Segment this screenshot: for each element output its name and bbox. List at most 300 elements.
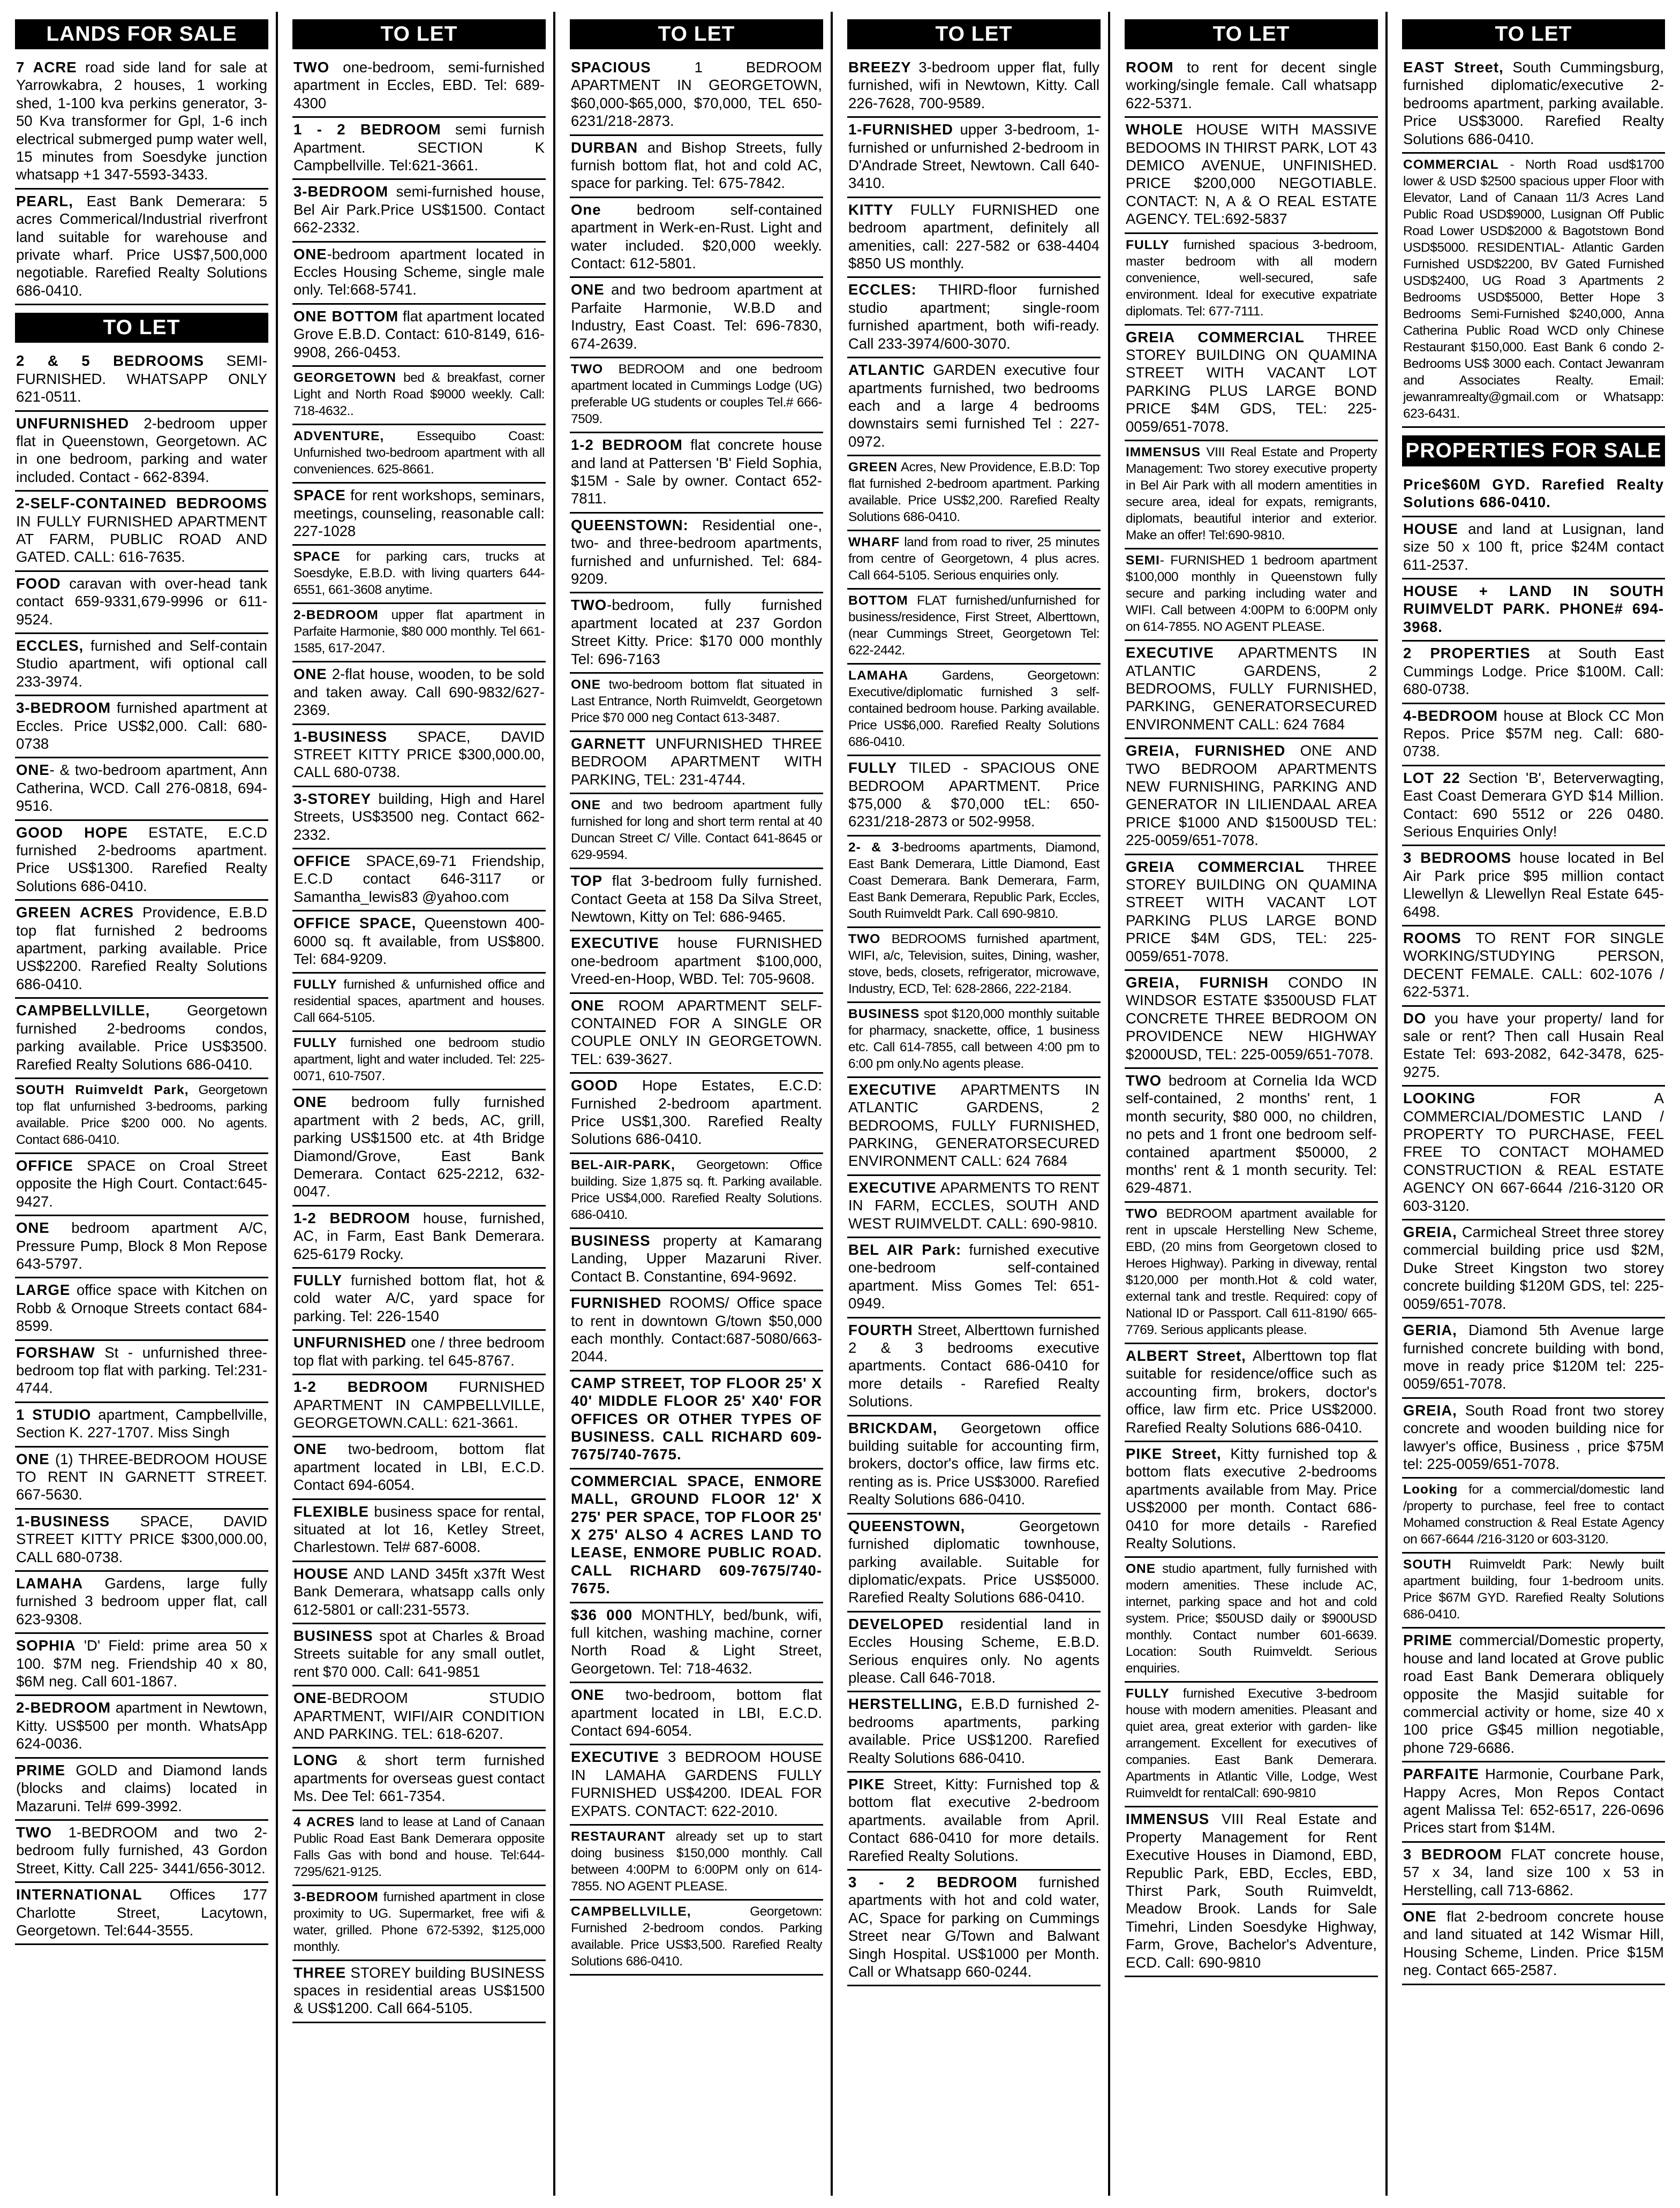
ad-keyword: 1 - 2 BEDROOM (293, 121, 441, 138)
ad-keyword: ONE (293, 1094, 327, 1111)
ad-text: 1 BEDROOM APARTMENT IN GEORGETOWN, $60,000-$65,000, $70,000, TEL 650-6231/218-2873. (571, 59, 822, 130)
classified-ad (570, 358, 823, 433)
classified-ad (292, 1269, 546, 1331)
ad-keyword: 4 ACRES (293, 1814, 355, 1829)
ad-text: already set up to start doing business $150,000 monthly. Call between 4:00PM to 6:00PM only on 614-7855. NO AGENT PLEASE. (571, 1829, 822, 1894)
classified-ad (15, 1403, 268, 1448)
ad-text: bedroom self-contained apartment in Werk-en-Rust. Light and water included. $20,000 weekly. Contact: 612-5801. (571, 201, 822, 272)
ad-keyword: TWO (848, 931, 881, 946)
ad-text: ROOMS/ Office space to rent in downtown G/town $50,000 each monthly. Contact:687-5080/663-2044. (571, 1294, 822, 1365)
ad-text: 3 BEDROOM HOUSE IN LAMAHA GARDENS FULLY FURNISHED US$4200. IDEAL FOR EXPATS. CONTACT: 622-2010. (571, 1749, 822, 1819)
section-header: LANDS FOR SALE (15, 19, 268, 49)
ad-keyword: Looking (1403, 1482, 1458, 1497)
classified-ad (570, 1745, 823, 1826)
ad-keyword: 2 PROPERTIES (1403, 645, 1531, 662)
ad-text: spot $120,000 monthly suitable for pharmacy, snackette, office, 1 business etc. Call 614-7855, call between 4:00 pm to 6:00 pm only.No agents please. (848, 1006, 1099, 1071)
ad-keyword: 7 ACRE (16, 59, 77, 76)
classified-ad (1125, 1203, 1378, 1344)
ad-text: house, furnished, AC, in Farm, East Bank Demerara. 625-6179 Rocky. (293, 1209, 545, 1262)
classified-ad (847, 1416, 1101, 1514)
classified-ad (15, 349, 268, 411)
ad-text: and Bishop Streets, fully furnish bottom flat, hot and cold AC, space for parking. Tel: 675-7842. (571, 139, 822, 192)
ad-text: 2-flat house, wooden, to be sold and taken away. Call 690-9832/627-2369. (293, 666, 545, 719)
ad-keyword: ONE (571, 997, 605, 1014)
ad-text: upper flat apartment in Parfaite Harmonie, $80 000 monthly. Tel 661-1585, 617-2047. (293, 608, 545, 656)
ad-text: you have your property/ land for sale or rent? Then call Husain Real Estate Tel: 693-2082, 642-3478, 625-9275. (1403, 1009, 1664, 1080)
ad-text: one-bedroom, semi-furnished apartment in Eccles, EBD. Tel: 689-4300 (293, 59, 545, 111)
section-header: TO LET (1402, 19, 1665, 49)
ad-keyword: PARFAITE (1403, 1766, 1479, 1783)
ad-keyword: SPACE (293, 549, 341, 564)
ad-text: Hope Estates, E.C.D: Furnished 2-bedroom apartment. Price US$1,300. Rarefied Realty Solutions 686-0410. (571, 1077, 822, 1148)
ad-text: business space for rental, situated at lot 16, Ketley Street, Charlestown. Tel# 687-6008. (293, 1503, 545, 1556)
classified-ad (292, 604, 546, 662)
ad-text: ROOM APARTMENT SELF-CONTAINED FOR A SINGLE OR COUPLE ONLY IN GEORGETOWN. TEL: 639-3627. (571, 997, 822, 1067)
ad-keyword: FULLY (848, 759, 898, 777)
ad-keyword: 1-FURNISHED (848, 121, 953, 138)
ad-text: Georgetown furnished 2-bedrooms condos, parking available. Price US$3500. Rarefied Realty Solutions 686-0410. (16, 1002, 267, 1073)
column-3 (570, 12, 833, 2196)
classified-ad (292, 180, 546, 242)
ad-text: Street, Kitty: Furnished top & bottom flat executive 2-bedroom apartments. available from April. Contact 686-0410 for more details. Rarefied Realty Solutions. (848, 1775, 1099, 1864)
classified-ad (1125, 326, 1378, 441)
classified-ad (292, 1562, 546, 1624)
classified-ad (292, 367, 546, 425)
classified-ad (570, 1154, 823, 1229)
classified-ad (15, 758, 268, 820)
classified-ad (1402, 926, 1665, 1007)
ad-text: 3-bedroom upper flat, fully furnished, wifi in Newtown, Kitty. Call 226-7628, 700-9589. (848, 59, 1099, 111)
ad-keyword: ONE (571, 798, 601, 813)
ad-text: property at Kamarang Landing, Upper Mazaruni River. Contact B. Constantine, 694-9692. (571, 1232, 822, 1285)
classified-ad (1125, 855, 1378, 971)
ad-keyword: PEARL, (16, 192, 73, 209)
ad-text: - FURNISHED 1 bedroom apartment $100,000 monthly in Queenstown fully secure and parking including water and WIFI. Call between 4:00PM to 6:00PM only on 614-7855. NO AGENT PLEASE. (1126, 553, 1377, 635)
classified-ad (570, 136, 823, 198)
classified-ad (292, 484, 546, 546)
ad-keyword: IMMENSUS (1126, 445, 1201, 460)
ad-text: furnished apartment in close proximity to UG. Supermarket, free wifi & water, grilled. Phone 672-5392, $125,000 monthly. (293, 1889, 545, 1954)
ad-text: AND LAND 345ft x37ft West Bank Demerara, whatsapp calls only 612-5801 or call:231-5573. (293, 1565, 545, 1618)
ad-text: -bedrooms apartments, Diamond, East Bank Demerara, Little Diamond, East Coast Demerara. Bank Demerara, Farm, East Bank Demerara, Republic Park, Eccles, South Ruimveldt Park. Call 690-9810. (848, 840, 1099, 921)
ad-keyword: COMMERCIAL SPACE, ENMORE MALL, GROUND FLOOR 12' X 275' PER SPACE, TOP FLOOR 25' X 275' ALSO 4 ACRES LAND TO LEASE, ENMORE PUBLIC ROAD. CALL RICHARD 609-7675/740-7675. (571, 1472, 822, 1597)
classified-ad (1125, 56, 1378, 118)
ad-text: bedroom at Cornelia Ida WCD self-contained, 2 months' rent, 1 month security, $80 000, no children, no pets and 1 front one bedroom self-contained apartment $50000, 2 months' rent & 1 month security. Tel: 629-4871. (1126, 1072, 1377, 1196)
ad-text: FULLY FURNISHED one bedroom apartment, definitely all amenities, call: 227-582 or 638-4404 $850 US monthly. (848, 201, 1099, 272)
classified-ad (847, 1612, 1101, 1693)
section-header: PROPERTIES FOR SALE (1402, 435, 1665, 466)
ad-keyword: 2-BEDROOM (16, 1699, 111, 1716)
classified-ad (570, 1826, 823, 1901)
classified-ad (847, 1238, 1101, 1318)
ad-text: building, High and Harel Streets, US$3500 neg. Contact 662-2332. (293, 790, 545, 843)
ad-text: semi-furnished house, Bel Air Park.Price US$1500. Contact 662-2332. (293, 183, 545, 236)
classified-ad (570, 1683, 823, 1745)
classified-ad (292, 546, 546, 604)
classified-ad (847, 665, 1101, 756)
ad-keyword: EXECUTIVE (571, 935, 659, 952)
ad-text: APARMENTS TO RENT IN FARM, ECCLES, SOUTH AND WEST RUIMVELDT. CALL: 690-9810. (848, 1179, 1099, 1232)
classified-ad (292, 1686, 546, 1749)
ad-text: St - unfurnished three-bedroom top flat with parking. Tel:231-4744. (16, 1344, 267, 1397)
ad-keyword: Price$60M GYD. Rarefied Realty Solutions 686-0410. (1403, 476, 1664, 511)
ad-text: one / three bedroom top flat with parking. tel 645-8767. (293, 1334, 545, 1369)
ad-text: SPACE, DAVID STREET KITTY PRICE $300,000.00, CALL 680-0738. (293, 728, 545, 781)
classified-ad (1402, 1220, 1665, 1318)
classified-ad (570, 514, 823, 594)
ad-keyword: BUSINESS (571, 1232, 651, 1249)
ad-text: VIII Real Estate and Property Management for Rent Executive Houses in Diamond, EBD, Republic Park, EBD, Eccles, EBD, Thirst Park, South Ruimveldt, Meadow Brook. Lands for Sale Timehri, Linden Soesdyke Highway, Farm, Grove, Bachelor's Adventure, ECD. Call: 690-9810 (1126, 1811, 1377, 1971)
ad-text: furnished apartments with hot and cold water, AC, Space for parking on Cummings Street near G/Town and Balwant Singh Hospital. US$1000 per Month. Call or Whatsapp 660-0244. (848, 1874, 1099, 1980)
ad-keyword: KITTY (848, 201, 894, 218)
classified-ad (292, 425, 546, 484)
ad-text: THIRD-floor furnished studio apartment; single-room furnished apartment, both wifi-ready. Call 233-3974/600-3070. (848, 281, 1099, 352)
ad-keyword: LONG (293, 1752, 338, 1769)
classified-ad (292, 1961, 546, 2023)
ad-keyword: EXECUTIVE (848, 1179, 937, 1196)
classified-ad (1402, 1905, 1665, 1985)
ad-keyword: LOT 22 (1403, 769, 1460, 786)
ad-text: -BEDROOM STUDIO APARTMENT, WIFI/AIR CONDITION AND PARKING. TEL: 618-6207. (293, 1690, 545, 1742)
classified-ad (1402, 1843, 1665, 1905)
ad-keyword: GREIA, FURNISH (1126, 974, 1269, 991)
ad-keyword: ONE (1126, 1562, 1156, 1577)
classified-ad (1402, 704, 1665, 766)
classified-ad (570, 1074, 823, 1154)
ad-text: flat 3-bedroom fully furnished. Contact Geeta at 158 Da Silva Street, Newtown, Kitty on Tel: 686-9465. (571, 872, 822, 925)
ad-text: furnished apartment at Eccles. Price US$2,000. Call: 680-0738 (16, 699, 267, 752)
ad-keyword: CAMP STREET, TOP FLOOR 25' X 40' MIDDLE FLOOR 25' X40' FOR OFFICES OR OTHER TYPES OF BUSINESS. CALL RICHARD 609-7675/740-7675. (571, 1374, 822, 1463)
ad-keyword: ONE (293, 666, 327, 683)
classified-ad (15, 1278, 268, 1340)
ad-keyword: TWO (571, 362, 604, 377)
ad-text: bedroom apartment A/C, Pressure Pump, Block 8 Mon Repose 643-5797. (16, 1219, 267, 1272)
classified-ad (15, 696, 268, 758)
classified-ad (292, 911, 546, 974)
ad-text: Kitty furnished top & bottom flats executive 2-bedrooms apartments available from May. Price US$2000 per month. Contact 686-0410 for more details - Rarefied Realty Solutions. (1126, 1445, 1377, 1551)
ad-keyword: HOUSE (1403, 520, 1458, 537)
ad-text: IN FULLY FURNISHED APARTMENT AT FARM, PUBLIC ROAD AND GATED. CALL: 616-7635. (16, 513, 267, 566)
ad-keyword: GREIA, (1403, 1224, 1457, 1241)
ad-keyword: UNFURNISHED (16, 415, 130, 432)
ad-keyword: GARNETT (571, 735, 646, 752)
section-header: TO LET (15, 313, 268, 343)
ad-keyword: GREIA, FURNISHED (1126, 742, 1286, 759)
ad-text: Ruimveldt Park: Newly built apartment building, four 1-bedroom units. Price $67M GYD. Rarefied Realty Solutions 686-0410. (1403, 1557, 1664, 1622)
ad-keyword: 3 BEDROOM (1403, 1845, 1502, 1863)
ad-text: studio apartment, fully furnished with modern amenities. These include AC, internet, parking space and hot and cold system. Price; $50USD daily or $900USD monthly. Contact number 601-6639. Location: South Ruimveldt. Serious enquiries. (1126, 1562, 1377, 1676)
classified-ad (1125, 1683, 1378, 1807)
column-5 (1125, 12, 1388, 2196)
ad-keyword: FULLY (293, 1036, 337, 1051)
ad-text: SPACE,69-71 Friendship, E.C.D contact 646-3117 or Samantha_lewis83 @yahoo.com (293, 852, 545, 905)
ad-text: -bedroom apartment located in Eccles Housing Scheme, single male only. Tel:668-5741. (293, 245, 545, 298)
ad-text: house located in Bel Air Park price $95 million contact Llewellyn & Llewellyn Real Estate 645-6498. (1403, 849, 1664, 920)
ad-text: THREE STOREY BUILDING ON QUAMINA STREET WITH VACANT LOT PARKING PLUS LARGE BOND PRICE $4M GDS, TEL: 225-0059/651-7078. (1126, 858, 1377, 964)
classified-ad (570, 1603, 823, 1684)
classified-ad (15, 56, 268, 190)
classified-ad (1402, 1007, 1665, 1087)
classified-ad (1125, 971, 1378, 1069)
classified-ad (1125, 1069, 1378, 1203)
classified-ad (847, 1318, 1101, 1416)
classified-ad (1402, 1087, 1665, 1220)
ad-text: MONTHLY, bed/bunk, wifi, full kitchen, washing machine, corner North Road & Light Street, Georgetown. Tel: 718-4632. (571, 1606, 822, 1677)
classified-ad (292, 1886, 546, 1961)
ad-keyword: EAST Street, (1403, 59, 1504, 76)
ad-text: - North Road usd$1700 lower & USD $2500 spacious upper Floor with Elevator, Land of Canaan 11/3 Acres Land Public Road USD$9000, Lusignan Off Public Road Lower USD$2000 & Bagotstown Bond USD$5000. RESIDENTIAL- Atlantic Garden Furnished USD$2200, BV Gated Furnished USD$2400, UG Road 3 Apartments 2 Bedrooms USD$5000, Better Hope 3 Bedrooms Semi-Furnished $240,000, Anna Catherina Public Road WCD only Chinese Restaurant $150,000. East Bank 6 condo 2-Bedrooms US$ 3000 each. Contact Jewanram and Associates Realty. Email: jewanramrealty@gmail.com or Whatsapp: 623-6431. (1403, 157, 1664, 421)
ad-text: bed & breakfast, corner Light and North Road $9000 weekly. Call: 718-4632.. (293, 371, 545, 419)
classified-ad (15, 1341, 268, 1403)
ad-keyword: LOOKING (1403, 1090, 1476, 1107)
classified-ad (1125, 739, 1378, 855)
ad-text: apartment in Newtown, Kitty. US$500 per month. WhatsApp 624-0036. (16, 1699, 267, 1752)
ad-text: BEDROOM apartment available for rent in upscale Herstelling New Scheme, EBD, (20 mins from Georgetown closed to Heroes Highway). Parking in diveway, rental $120,000 per month.Hot & cold water, external tank and trestle. Required: copy of National ID or Passport. Call 611-8190/ 665-7769. Serious applicants please. (1126, 1206, 1377, 1337)
classified-ad (847, 1871, 1101, 1986)
ad-keyword: BUSINESS (848, 1006, 920, 1021)
ad-keyword: TWO (16, 1823, 52, 1841)
classified-ad (15, 492, 268, 572)
ad-text: caravan with over-head tank contact 659-9331,679-9996 or 611-9524. (16, 575, 267, 628)
ad-keyword: QUEENSTOWN, (848, 1517, 966, 1534)
classified-ad (292, 1090, 546, 1206)
ad-text: FURNISHED APARTMENT IN CAMPBELLVILLE, GEORGETOWN.CALL: 621-3661. (293, 1378, 545, 1431)
ad-keyword: SOUTH (1403, 1557, 1452, 1572)
ad-keyword: CAMPBELLVILLE, (16, 1002, 150, 1019)
ad-keyword: ECCLES, (16, 637, 84, 654)
ad-keyword: DO (1403, 1009, 1427, 1027)
classified-ad (15, 1821, 268, 1883)
classified-ad (570, 56, 823, 136)
ad-keyword: GREEN (848, 460, 898, 475)
ad-keyword: ONE (293, 1690, 327, 1707)
ad-text: Georgetown office building suitable for accounting firm, brokers, doctor's office, law firms etc. renting as is. Price US$3000. Rarefied Realty Solutions 686-0410. (848, 1419, 1099, 1508)
ad-text: E.B.D furnished 2-bedrooms apartments, parking available. Price US$1200. Rarefied Realty Solutions 686-0410. (848, 1695, 1099, 1766)
ad-text: to rent for decent single working/single female. Call whatsapp 622-5371. (1126, 59, 1377, 111)
ad-keyword: GREIA COMMERCIAL (1126, 328, 1305, 345)
ad-text: 'D' Field: prime area 50 x 100. $7M neg. Friendship 40 x 80, $6M neg. Call 601-1867. (16, 1637, 267, 1690)
ad-text: at South East Cummings Lodge. Price $100M. Call: 680-0738. (1403, 645, 1664, 698)
classified-ad (15, 1154, 268, 1216)
ad-text: ONE AND TWO BEDROOM APARTMENTS NEW FURNISHING, PARKING AND GENERATOR IN LILIENDAAL AREA PRICE $1000 AND $1500USD TEL: 225-0059/651-7078. (1126, 742, 1377, 849)
classified-ad (1402, 1318, 1665, 1399)
classified-ad (1125, 641, 1378, 739)
classified-ad (292, 1500, 546, 1562)
classified-ad (1402, 642, 1665, 704)
classified-ad (847, 1514, 1101, 1612)
ad-text: flat apartment located Grove E.B.D. Contact: 610-8149, 616-9908, 266-0453. (293, 307, 545, 360)
ad-text: furnished and Self-contain Studio apartment, wifi optional call 233-3974. (16, 637, 267, 690)
ad-keyword: PRIME (16, 1761, 66, 1779)
ad-text: Gardens, large fully furnished 3 bedroom upper flat, call 623-9308. (16, 1575, 267, 1627)
classified-ad (1402, 517, 1665, 579)
classified-ad (292, 56, 546, 118)
ad-keyword: 2-BEDROOM (293, 608, 379, 623)
ad-keyword: 3-BEDROOM (293, 1889, 379, 1904)
classified-ad (15, 1696, 268, 1758)
classified-ad (570, 278, 823, 358)
ad-keyword: TOP (571, 872, 603, 890)
ad-keyword: OFFICE SPACE, (293, 915, 417, 932)
column-1 (15, 12, 278, 2196)
classified-ad (847, 837, 1101, 928)
ad-keyword: LAMAHA (848, 668, 909, 683)
classified-ad (1402, 154, 1665, 428)
ad-text: two-bedroom, bottom flat apartment located in LBI, E.C.D. Contact 694-6054. (571, 1686, 822, 1739)
classified-ad (847, 1003, 1101, 1078)
ad-keyword: SPACIOUS (571, 59, 651, 76)
ad-keyword: 1 STUDIO (16, 1406, 92, 1423)
ad-text: THREE STOREY BUILDING ON QUAMINA STREET WITH VACANT LOT PARKING PLUS LARGE BOND PRICE $4M GDS, TEL: 225-0059/651-7078. (1126, 328, 1377, 435)
ad-keyword: WHOLE (1126, 121, 1184, 138)
ad-keyword: GREIA COMMERCIAL (1126, 858, 1305, 875)
ad-text: furnished one bedroom studio apartment, light and water included. Tel: 225-0071, 610-7507. (293, 1036, 545, 1084)
ad-keyword: ONE (16, 1219, 50, 1237)
classified-ad (1125, 234, 1378, 326)
ad-text: land to lease at Land of Canaan Public Road East Bank Demerara opposite Falls Gas with bond and house. Tel:644-7295/621-9125. (293, 1814, 545, 1879)
ad-keyword: ATLANTIC (848, 361, 925, 379)
ad-text: Providence, E.B.D top flat furnished 2 bedrooms apartment, parking available. Price US$2200. Rarefied Realty Solutions 686-0410. (16, 904, 267, 992)
ad-keyword: LARGE (16, 1282, 71, 1299)
ad-keyword: One (571, 201, 601, 218)
ad-keyword: ONE (16, 1450, 50, 1467)
classified-ad (847, 531, 1101, 590)
ad-keyword: LAMAHA (16, 1575, 84, 1592)
section-header: TO LET (847, 19, 1101, 49)
ad-keyword: ONE (16, 762, 50, 779)
ad-keyword: QUEENSTOWN: (571, 516, 689, 533)
ad-text: Alberttown top flat suitable for residence/office such as accounting firm, brokers, doctor's office, law firm etc. Price US$2000. Rarefied Realty Solutions 686-0410. (1126, 1347, 1377, 1436)
ad-keyword: TWO (571, 597, 607, 614)
column-2 (292, 12, 555, 2196)
classified-ad (292, 1375, 546, 1437)
ad-keyword: FULLY (1126, 1686, 1170, 1701)
ad-text: upper 3-bedroom, 1-furnished or unfurnished 2-bedroom in D'Andrade Street, Newtown. Call 640-3410. (848, 121, 1099, 192)
classified-ad (570, 994, 823, 1074)
classified-ad (15, 634, 268, 696)
classified-ad (292, 118, 546, 180)
ad-keyword: BUSINESS (293, 1627, 373, 1644)
ad-text: South Road front two storey concrete and wooden building nice for lawyer's office, Business , price $75M tel: 225-0059/651-7078. (1403, 1401, 1664, 1472)
classified-ad (570, 674, 823, 732)
classified-ad (1402, 579, 1665, 642)
classified-ad (292, 305, 546, 367)
ad-text: ESTATE, E.C.D furnished 2-bedrooms apartment. Price US$1300. Rarefied Realty Solutions 686-0410. (16, 824, 268, 894)
ad-keyword: GOOD HOPE (16, 824, 129, 841)
classified-ad (15, 1510, 268, 1572)
classified-ad (292, 787, 546, 849)
ad-text: SPACE on Croal Street opposite the High Court. Contact:645-9427. (16, 1157, 267, 1210)
ad-keyword: TWO (293, 59, 330, 76)
ad-text: commercial/Domestic property, house and land located at Grove public road East Bank Demerara obliquely opposite the Masjid suitable for commercial activity or home, size 40 x 100 price G$45 million negotiable, phone 729-6686. (1403, 1632, 1664, 1756)
ad-text: & short term furnished apartments for overseas guest contact Ms. Dee Tel: 661-7354. (293, 1752, 545, 1805)
ad-text: (1) THREE-BEDROOM HOUSE TO RENT IN GARNETT STREET. 667-5630. (16, 1450, 267, 1503)
classified-ad (15, 821, 268, 901)
classified-ad (847, 1078, 1101, 1176)
classified-ad (847, 456, 1101, 531)
classified-ad (847, 1692, 1101, 1773)
classified-ad (1125, 1344, 1378, 1442)
ad-text: East Bank Demerara: 5 acres Commerical/Industrial riverfront land suitable for warehouse and private wharf. Price US$7,500,000 negotiable. Rarefied Realty Solutions 686-0410. (16, 192, 267, 299)
ad-text: for a commercial/domestic land /property to purchase, feel free to contact Mohamed construction & Real Estate Agency on 667-6644 /216-3120 or 603-3120. (1403, 1482, 1664, 1547)
classified-ad (570, 1291, 823, 1371)
ad-keyword: GERIA, (1403, 1322, 1457, 1339)
ad-text: 1-BEDROOM and two 2-bedroom fully furnished, 43 Gordon Street, Kitty. Call 225- 3441/656-3012. (16, 1823, 267, 1877)
classified-ad (292, 662, 546, 725)
ad-text: house FURNISHED one-bedroom apartment $100,000, Vreed-en-Hoop, WBD. Tel: 705-9608. (571, 935, 822, 988)
ad-keyword: ONE (293, 245, 327, 262)
ad-text: - & two-bedroom apartment, Ann Catherina, WCD. Call 276-0818, 694-9516. (16, 762, 267, 815)
ad-text: SEMI-FURNISHED. WHATSAPP ONLY 621-0511. (16, 352, 268, 405)
classified-ad (15, 901, 268, 999)
classified-ad (570, 198, 823, 278)
classifieds-page (15, 12, 1665, 2196)
classified-ad (847, 358, 1101, 456)
ad-text: Gardens, Georgetown: Executive/diplomatic furnished 3 self-contained bedroom house. Parking available. Price US$6,000. Rarefied Realty Solutions 686-0410. (848, 668, 1099, 750)
ad-keyword: ADVENTURE, (293, 429, 385, 444)
ad-keyword: BEL AIR Park: (848, 1241, 962, 1258)
ad-keyword: ROOM (1126, 59, 1174, 76)
ad-keyword: 3 BEDROOMS (1403, 849, 1512, 866)
ad-text: and two bedroom apartment fully furnished for long and short term rental at 40 Duncan Street C/ Ville. Contact 641-8645 or 629-9594. (571, 798, 822, 863)
ad-text: Offices 177 Charlotte Street, Lacytown, Georgetown. Tel:644-3555. (16, 1886, 267, 1939)
ad-text: Carmicheal Street three storey commercial building price usd $2M, Duke Street Kingston two storey concrete building $120M GDS, tel: 225-0059/651-7078. (1403, 1224, 1664, 1312)
ad-text: bedroom fully furnished apartment with 2 beds, AC, grill, parking US$1500 etc. at 4th Bridge Diamond/Grove, East Bank Demerara. Contact 625-2212, 632-0047. (293, 1094, 545, 1200)
ad-text: GOLD and Diamond lands (blocks and claims) located in Mazaruni. Tel# 699-3992. (16, 1761, 267, 1814)
ad-keyword: COMMERCIAL (1403, 157, 1499, 172)
ad-text: FLAT furnished/unfurnished for business/residence, First Street, Alberttown, (near Cummings Street, Georgetown Tel: 622-2442. (848, 593, 1099, 658)
classified-ad (15, 1572, 268, 1634)
ad-text: TILED - SPACIOUS ONE BEDROOM APARTMENT. Price $75,000 & $70,000 tEL: 650-6231/218-2873 or 502-9958. (848, 759, 1099, 830)
classified-ad (847, 198, 1101, 278)
ad-text: Georgetown top flat unfurnished 3-bedrooms, parking available. Price $200 000. No agents. Contact 686-0410. (16, 1082, 267, 1147)
classified-ad (1402, 1554, 1665, 1629)
ad-keyword: OFFICE (16, 1157, 73, 1174)
ad-keyword: PIKE Street, (1126, 1445, 1222, 1462)
column-6 (1402, 12, 1665, 2196)
ad-keyword: GREEN ACRES (16, 904, 134, 921)
ad-keyword: RESTAURANT (571, 1829, 666, 1844)
ad-keyword: IMMENSUS (1126, 1811, 1210, 1828)
ad-keyword: WHARF (848, 535, 900, 550)
ad-text: furnished Executive 3-bedroom house with modern amenities. Pleasant and quiet area, great exterior with garden- like arrangement. Excellent for executives of companies. East Bank Demerara. Apartments in Atlantic Ville, Lodge, West Ruimveldt for rentalCall: 690-9810 (1126, 1686, 1377, 1801)
classified-ad (292, 725, 546, 787)
ad-keyword: 1-BUSINESS (16, 1512, 110, 1529)
ad-keyword: UNFURNISHED (293, 1334, 407, 1351)
ad-keyword: ONE BOTTOM (293, 307, 399, 325)
classified-ad (570, 732, 823, 794)
classified-ad (292, 1032, 546, 1090)
classified-ad (1402, 1479, 1665, 1554)
classified-ad (570, 794, 823, 869)
classified-ad (570, 931, 823, 993)
classified-ad (847, 1176, 1101, 1238)
classified-ad (570, 869, 823, 931)
ad-keyword: DURBAN (571, 139, 638, 156)
ad-text: two-bedroom, bottom flat apartment located in LBI, E.C.D. Contact 694-6054. (293, 1441, 545, 1494)
ad-keyword: HOUSE (293, 1565, 349, 1582)
ad-keyword: ONE (293, 1441, 327, 1458)
ad-text: Essequibo Coast: Unfurnished two-bedroom apartment with all conveniences. 625-8661. (293, 429, 545, 477)
ad-keyword: SEMI (1126, 553, 1160, 568)
ad-keyword: TWO (1126, 1072, 1162, 1089)
ad-keyword: THREE (293, 1964, 346, 1981)
ad-keyword: OFFICE (293, 852, 351, 869)
ad-keyword: 1-2 BEDROOM (571, 436, 683, 454)
ad-text: furnished executive one-bedroom self-contained apartment. Miss Gomes Tel: 651-0949. (848, 1241, 1099, 1312)
classified-ad (570, 1470, 823, 1603)
classified-ad (847, 1773, 1101, 1871)
